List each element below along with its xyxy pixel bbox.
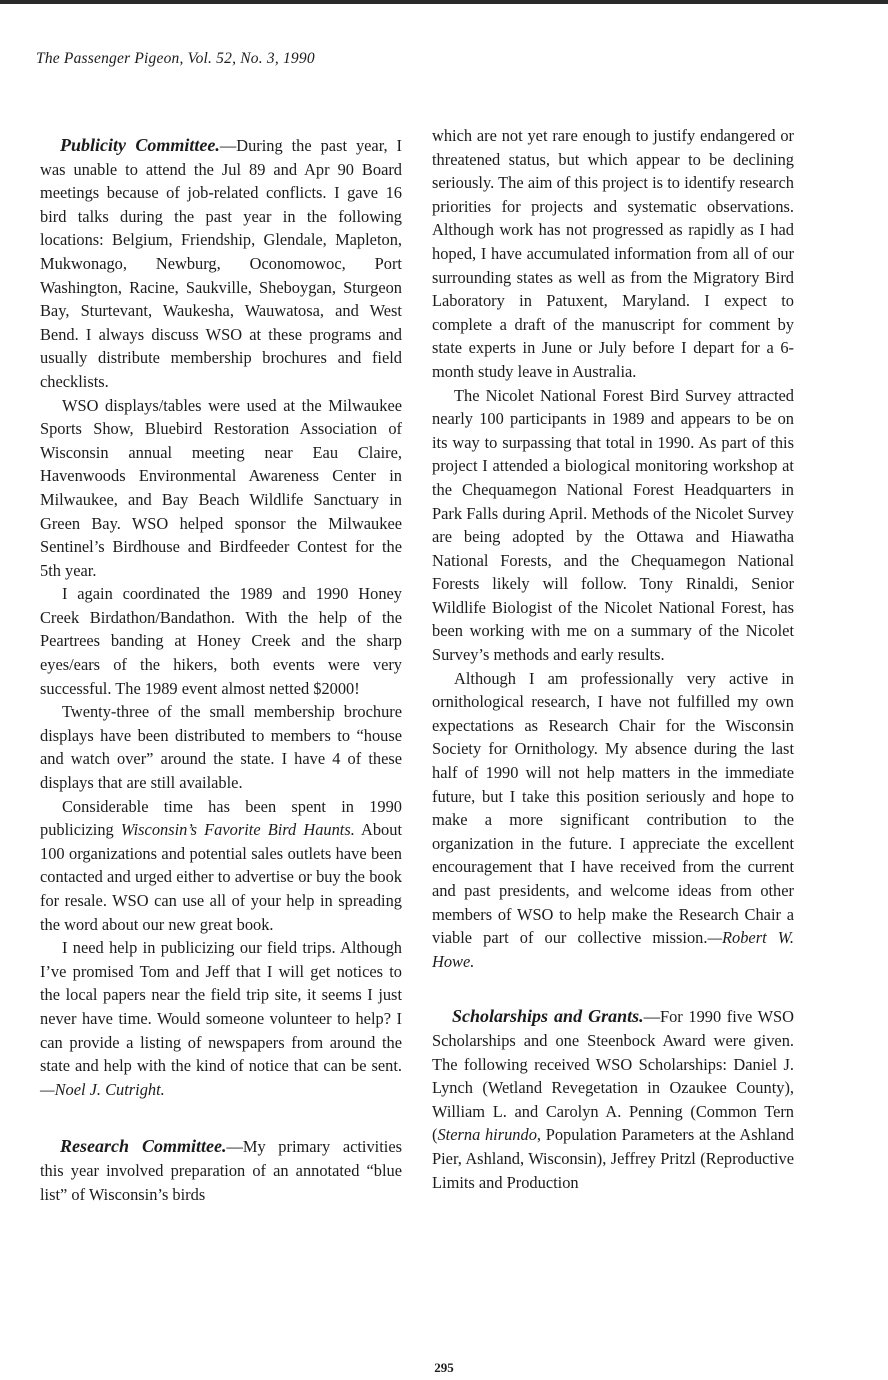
publicity-paragraph-1: Publicity Committee.—During the past year, I was unable to attend the Jul 89 and Apr 90 Board meetings because of job-related conflicts. I gave 16 bird talks during the past year in the following locations: Belgium, Friendship, Glendale, Mapleton, Mukwonago, Newburg, Oconomowoc, Port Washington, Racine, Saukville, Sheboygan, Sturgeon Bay, Sturtevant, Waukesha, Wauwatosa, and West Bend. I always discuss WSO at these programs and usually distribute membership brochures and field checklists.	[40, 135, 403, 391]
research-paragraph-1: Research Committee.—My primary activities this year involved preparation of an annotated “blue list” of Wisconsin’s birds	[40, 1136, 402, 1204]
scholarships-paragraph-1: Scholarships and Grants.—For 1990 five WSO Scholarships and one Steenbock Award were given. The following received WSO Scholarships: Daniel J. Lynch (Wetland Revegetation in Ozaukee County), William L. and Carolyn A. Penning (Common Tern (Sterna hirundo, Population Parameters at the Ashland Pier, Ashland, Wisconsin), Jeffrey Pritzl (Reproductive Limits and Production	[432, 1006, 794, 1192]
publicity-signature: —Noel J. Cutright.	[40, 1079, 165, 1099]
left-column	[40, 124, 402, 1206]
top-rule	[0, 0, 888, 4]
running-head: The Passenger Pigeon, Vol. 52, No. 3, 1990	[36, 50, 315, 67]
publicity-paragraph-5: Considerable time has been spent in 1990 publicizing Wisconsin’s Favorite Bird Haunts. About 100 organizations and potential sales outlets have been contacted and urged either to advertise or buy the book for resale. WSO can use all of your help in spreading the word about our new great book.	[40, 796, 402, 934]
right-column	[432, 124, 794, 1194]
research-paragraph-3: Although I am professionally very active in ornithological research, I have not fulfilled my own expectations as Research Chair for the Wisconsin Society for Ornithology. My absence during the last half of 1990 will not help matters in the immediate future, but I take this position seriously and hope to make a more significant contribution to the organization in the future. I appreciate the excellent encouragement that I have received from the current and past presidents, and welcome ideas from other members of WSO to help make the Research Chair a viable part of our collective mission.—Robert W. Howe.	[432, 668, 794, 971]
scholarships-heading: Scholarships and Grants.	[452, 1006, 644, 1027]
publicity-paragraph-4: Twenty-three of the small membership brochure displays have been distributed to members to “house and watch over” around the state. I have 4 of these displays that are still available.	[40, 702, 402, 793]
publicity-paragraph-3: I again coordinated the 1989 and 1990 Honey Creek Birdathon/Bandathon. With the help of the Peartrees banding at Honey Creek and the sharp eyes/ears of the hikers, both events were very successful. The 1989 event almost netted $2000!	[40, 584, 402, 698]
research-heading: Research Committee.	[60, 1136, 227, 1157]
publicity-paragraph-6: I need help in publicizing our field trips. Although I’ve promised Tom and Jeff that I will get notices to the local papers near the field trip site, it seems I just never have time. Would someone volunteer to help? I can provide a listing of newspapers from around the state and help with the kind of notice that can be sent.—Noel J. Cutright.	[40, 938, 402, 1099]
research-paragraph-2: The Nicolet National Forest Bird Survey attracted nearly 100 participants in 1989 and appears to be on its way to surpassing that total in 1990. As part of this project I attended a biological monitoring workshop at the Chequamegon National Forest Headquarters in Park Falls during April. Methods of the Nicolet Survey are being adopted by the Ottawa and Hiawatha National Forests, and the Chequamegon National Forests likely will follow. Tony Rinaldi, Senior Wildlife Biologist of the Nicolet National Forest, has been working with me on a summary of the Nicolet Survey’s methods and early results.	[432, 385, 794, 665]
publicity-heading: Publicity Committee.	[60, 135, 220, 155]
page-number: 295	[434, 1360, 454, 1375]
research-signature: —Robert W. Howe.	[432, 928, 794, 971]
species-name: Sterna hirundo	[437, 1125, 537, 1145]
publicity-paragraph-2: WSO displays/tables were used at the Milwaukee Sports Show, Bluebird Restoration Association of Wisconsin annual meeting near Eau Claire, Havenwoods Environmental Awareness Center in Milwaukee, and Bay Beach Wildlife Sanctuary in Green Bay. WSO helped sponsor the Milwaukee Sentinel’s Birdhouse and Birdfeeder Contest for the 5th year.	[40, 395, 402, 580]
book-title: Wisconsin’s Favorite Bird Haunts.	[120, 820, 355, 840]
research-paragraph-1-continued: which are not yet rare enough to justify endangered or threatened status, but which appear to be declining seriously. The aim of this project is to identify research priorities for projects and systematic observations. Although work has not progressed as rapidly as I had hoped, I have accumulated information from all of our surrounding states as well as from the Migratory Bird Laboratory in Patuxent, Maryland. I expect to complete a draft of the manuscript for comment by state experts in June or July before I depart for a 6-month study leave in Australia.	[432, 126, 794, 381]
